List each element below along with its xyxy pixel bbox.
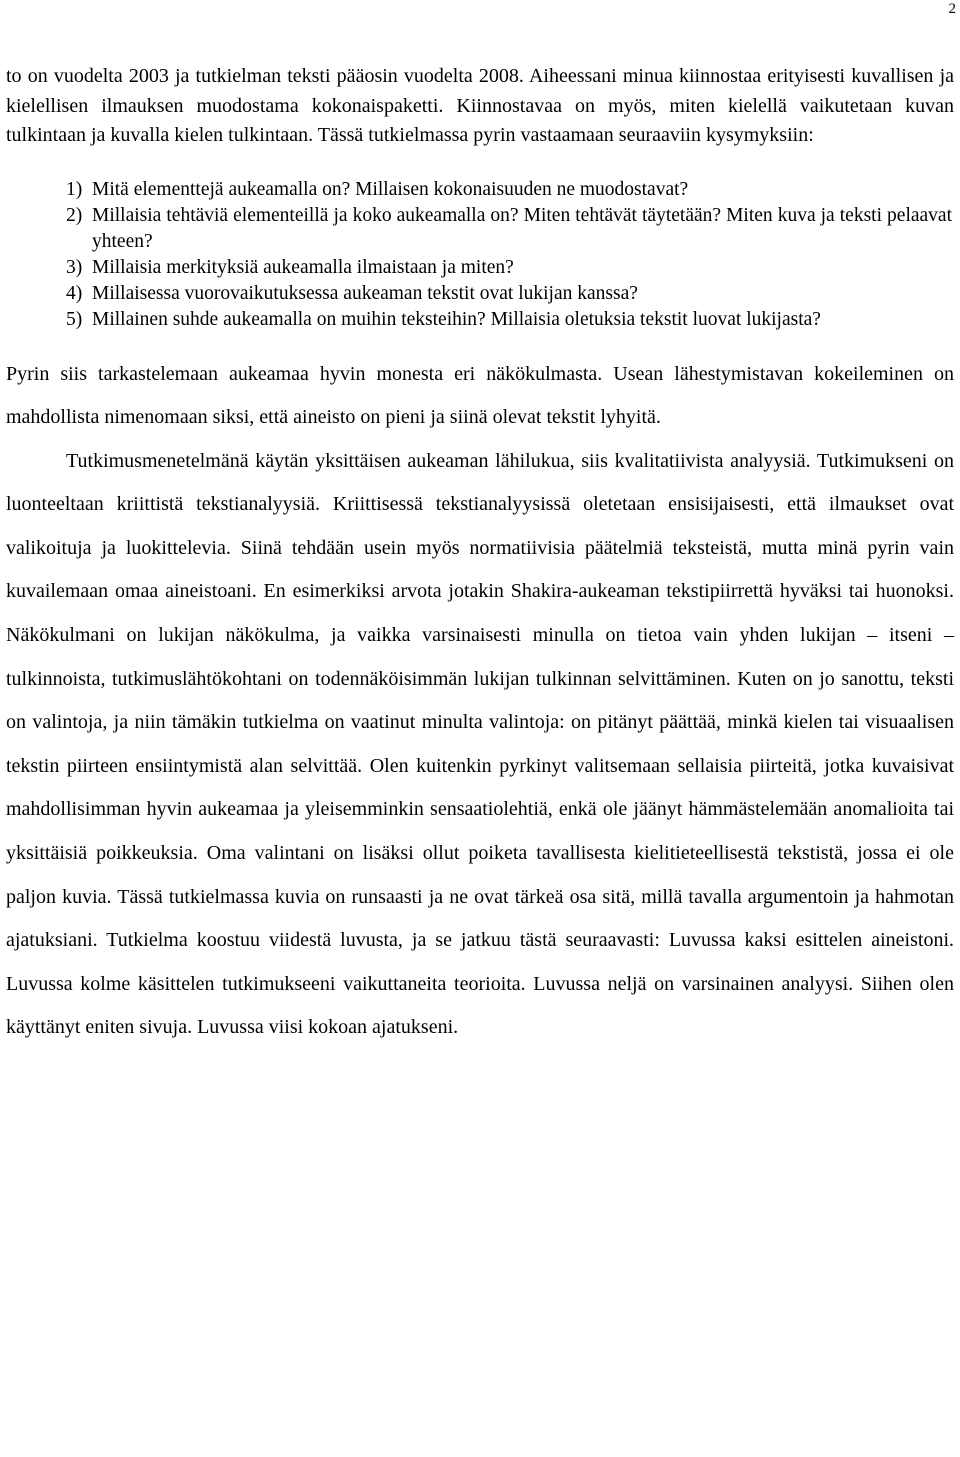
question-text: Millainen suhde aukeamalla on muihin teksteihin? Millaisia oletuksia tekstit luovat lukijasta? (92, 308, 821, 330)
question-number: 2) (66, 204, 83, 226)
question-text: Millaisia tehtäviä elementeillä ja koko aukeamalla on? Miten tehtävät täytetään? Miten kuva ja teksti pelaavat yhteen? (92, 204, 952, 252)
research-question-4 (6, 281, 954, 307)
research-questions-list (6, 177, 954, 333)
question-number: 3) (66, 256, 83, 278)
approach-paragraph: Pyrin siis tarkastelemaan aukeamaa hyvin monesta eri näkökulmasta. Usean lähestymistavan kokeileminen on mahdollista nimenomaan siksi, että aineisto on pieni ja siinä olevat tekstit lyhyitä. (6, 362, 954, 429)
intro-paragraph: to on vuodelta 2003 ja tutkielman teksti pääosin vuodelta 2008. Aiheessani minua kiinnostaa erityisesti kuvallisen ja kielellisen ilmauksen muodostama kokonaispaketti. Kiinnostavaa on myös, miten kielellä vaikutetaan kuvan tulkintaan ja kuvalla kielen tulkintaan. Tässä tutkielmassa pyrin vastaamaan seuraaviin kysymyksiin: (6, 65, 954, 146)
research-question-5 (6, 307, 954, 333)
question-number: 5) (66, 308, 83, 330)
method-paragraph: Tutkimusmenetelmänä käytän yksittäisen aukeaman lähilukua, siis kvalitatiivista analyysiä. Tutkimukseni on luonteeltaan kriittistä tekstianalyysiä. Kriittisessä tekstianalyysissä oletetaan ensisijaisesti, että ilmaukset ovat valikoituja ja luokittelevia. Siinä tehdään usein myös normatiivisia päätelmiä teksteistä, mutta minä pyrin vain kuvailemaan omaa aineistoani. En esimerkiksi arvota jotakin Shakira-aukeaman tekstipiirrettä hyväksi tai huonoksi. Näkökulmani on lukijan näkökulma, ja vaikka varsinaisesti minulla on tietoa vain yhden lukijan – itseni – tulkinnoista, tutkimuslähtökohtani on todennäköisimmän lukijan tulkinnan selvittäminen. Kuten on jo sanottu, teksti on valintoja, ja niin tämäkin tutkielma on vaatinut minulta valintoja: on pitänyt päättää, minkä kielen tai visuaalisen tekstin piirteen ensiintymistä alan selvittää. Olen kuitenkin pyrkinyt valitsemaan sellaisia piirteitä, jotka kuvaisivat mahdollisimman hyvin aukeamaa ja yleisemminkin sensaatiolehtiä, enkä ole jäänyt hämmästelemään anomalioita tai yksittäisiä poikkeuksia. Oma valintani on lisäksi ollut poiketa tavallisesta kielitieteellisestä tekstistä, jossa ei ole paljon kuvia. Tässä tutkielmassa kuvia on runsaasti ja ne ovat tärkeä osa sitä, millä tavalla argumentoin ja hahmotan ajatuksiani. Tutkielma koostuu viidestä luvusta, ja se jatkuu tästä seuraavasti: Luvussa kaksi esittelen aineistoni. Luvussa kolme käsittelen tutkimukseeni vaikuttaneita teorioita. Luvussa neljä on varsinainen analyysi. Siihen olen käyttänyt eniten sivuja. Luvussa viisi kokoan ajatukseni. (6, 449, 954, 1039)
question-text: Mitä elementtejä aukeamalla on? Millaisen kokonaisuuden ne muodostavat? (92, 178, 689, 200)
question-number: 4) (66, 282, 83, 304)
question-text: Millaisia merkityksiä aukeamalla ilmaistaan ja miten? (92, 256, 514, 278)
research-question-3 (6, 255, 954, 281)
research-question-1 (6, 177, 954, 203)
document-body (6, 62, 954, 1050)
research-question-2 (6, 203, 954, 255)
question-number: 1) (66, 178, 83, 200)
question-text: Millaisessa vuorovaikutuksessa aukeaman tekstit ovat lukijan kanssa? (92, 282, 638, 304)
page-number: 2 (948, 1, 956, 17)
